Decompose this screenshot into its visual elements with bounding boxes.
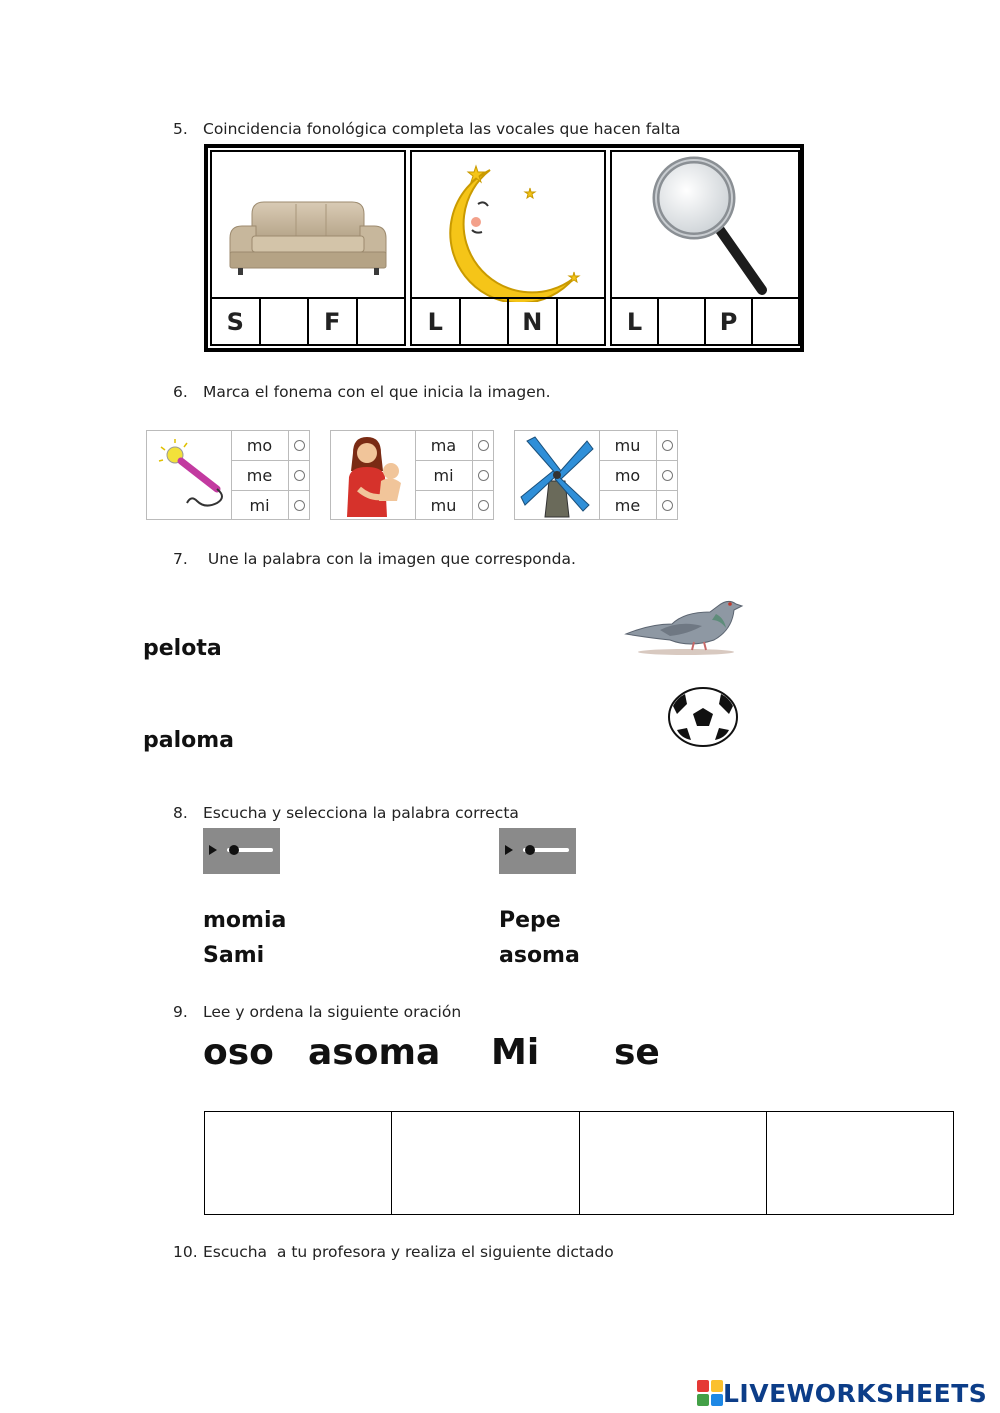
soccer-ball-icon[interactable] — [667, 686, 739, 748]
question-number: 7. — [173, 550, 188, 568]
radio-button[interactable] — [294, 440, 305, 451]
question-text: Escucha a tu profesora y realiza el siguiente dictado — [203, 1243, 614, 1261]
sentence-word[interactable]: oso — [203, 1032, 274, 1073]
question-8 — [173, 804, 519, 822]
word-option[interactable]: asoma — [499, 943, 580, 968]
vowel-blank[interactable] — [261, 299, 310, 344]
word-option[interactable]: Sami — [203, 943, 265, 968]
moon-icon — [412, 152, 604, 304]
phoneme-options — [599, 431, 677, 519]
question-5 — [173, 120, 681, 138]
letter-row — [412, 297, 604, 344]
mother-baby-icon — [331, 431, 416, 519]
question-10 — [173, 1243, 614, 1261]
vowel-blank[interactable] — [358, 299, 405, 344]
answer-cell[interactable] — [205, 1112, 392, 1214]
logo-mark-icon — [697, 1380, 723, 1406]
sentence-word[interactable]: se — [614, 1032, 660, 1073]
option-row[interactable] — [231, 431, 309, 461]
option-row[interactable] — [231, 461, 309, 491]
option-row[interactable] — [415, 491, 493, 520]
pigeon-icon[interactable] — [620, 590, 750, 656]
letter-box: L — [612, 299, 659, 344]
answer-cell[interactable] — [392, 1112, 579, 1214]
radio-button[interactable] — [294, 500, 305, 511]
vowel-blank[interactable] — [558, 299, 605, 344]
syllable-label: mu — [415, 491, 473, 520]
windmill-icon — [515, 431, 600, 519]
word-option[interactable]: momia — [203, 908, 287, 933]
vowel-blank[interactable] — [753, 299, 798, 344]
option-row[interactable] — [415, 431, 493, 461]
audio-player[interactable] — [499, 828, 576, 874]
radio-button[interactable] — [478, 470, 489, 481]
question-text: Une la palabra con la imagen que corresponda. — [203, 550, 576, 568]
question-text: Lee y ordena la siguiente oración — [203, 1003, 462, 1021]
question-number: 9. — [173, 1003, 188, 1021]
syllable-label: mo — [599, 461, 657, 490]
radio-button[interactable] — [478, 440, 489, 451]
phoneme-card — [514, 430, 678, 520]
liveworksheets-logo — [697, 1376, 987, 1410]
radio-button[interactable] — [662, 470, 673, 481]
question-7 — [173, 550, 576, 568]
radio-button[interactable] — [662, 500, 673, 511]
microphone-icon — [147, 431, 232, 519]
letter-box: P — [706, 299, 753, 344]
question-text: Coincidencia fonológica completa las vocales que hacen falta — [203, 120, 681, 138]
letter-row — [612, 297, 798, 344]
audio-player[interactable] — [203, 828, 280, 874]
logo-text: LIVEWORKSHEETS — [723, 1378, 988, 1408]
syllable-label: me — [231, 461, 289, 490]
vowel-panel-moon — [410, 150, 606, 346]
match-word[interactable]: pelota — [143, 636, 222, 661]
syllable-label: me — [599, 491, 657, 520]
syllable-label: mo — [231, 431, 289, 460]
question-text: Marca el fonema con el que inicia la imagen. — [203, 383, 551, 401]
syllable-label: ma — [415, 431, 473, 460]
option-row[interactable] — [599, 491, 677, 520]
letter-box: S — [212, 299, 261, 344]
question-9 — [173, 1003, 461, 1021]
phoneme-options — [231, 431, 309, 519]
question-text: Escucha y selecciona la palabra correcta — [203, 804, 519, 822]
play-icon — [209, 845, 217, 855]
radio-button[interactable] — [662, 440, 673, 451]
word-option[interactable]: Pepe — [499, 908, 561, 933]
sentence-word[interactable]: Mi — [491, 1032, 540, 1073]
question-number: 10. — [173, 1243, 198, 1261]
answer-cell[interactable] — [767, 1112, 953, 1214]
option-row[interactable] — [415, 461, 493, 491]
radio-button[interactable] — [478, 500, 489, 511]
phoneme-card — [330, 430, 494, 520]
magnifying-glass-icon — [612, 152, 798, 304]
answer-cell[interactable] — [580, 1112, 767, 1214]
answer-table — [204, 1111, 954, 1215]
option-row[interactable] — [231, 491, 309, 520]
vowel-blank[interactable] — [659, 299, 706, 344]
question-6 — [173, 383, 551, 401]
match-word[interactable]: paloma — [143, 728, 235, 753]
phoneme-card — [146, 430, 310, 520]
vowel-panel-magnifier — [610, 150, 800, 346]
vowel-panel-sofa — [210, 150, 406, 346]
syllable-label: mu — [599, 431, 657, 460]
play-icon — [505, 845, 513, 855]
option-row[interactable] — [599, 461, 677, 491]
letter-box: L — [412, 299, 461, 344]
letter-box: N — [509, 299, 558, 344]
radio-button[interactable] — [294, 470, 305, 481]
sofa-icon — [212, 152, 404, 304]
letter-box: F — [309, 299, 358, 344]
syllable-label: mi — [231, 491, 289, 520]
phoneme-options — [415, 431, 493, 519]
vowel-blank[interactable] — [461, 299, 510, 344]
question-number: 5. — [173, 120, 188, 138]
letter-row — [212, 297, 404, 344]
question-number: 8. — [173, 804, 188, 822]
sentence-word[interactable]: asoma — [308, 1032, 441, 1073]
vowel-completion-frame — [204, 144, 804, 352]
option-row[interactable] — [599, 431, 677, 461]
syllable-label: mi — [415, 461, 473, 490]
question-number: 6. — [173, 383, 188, 401]
